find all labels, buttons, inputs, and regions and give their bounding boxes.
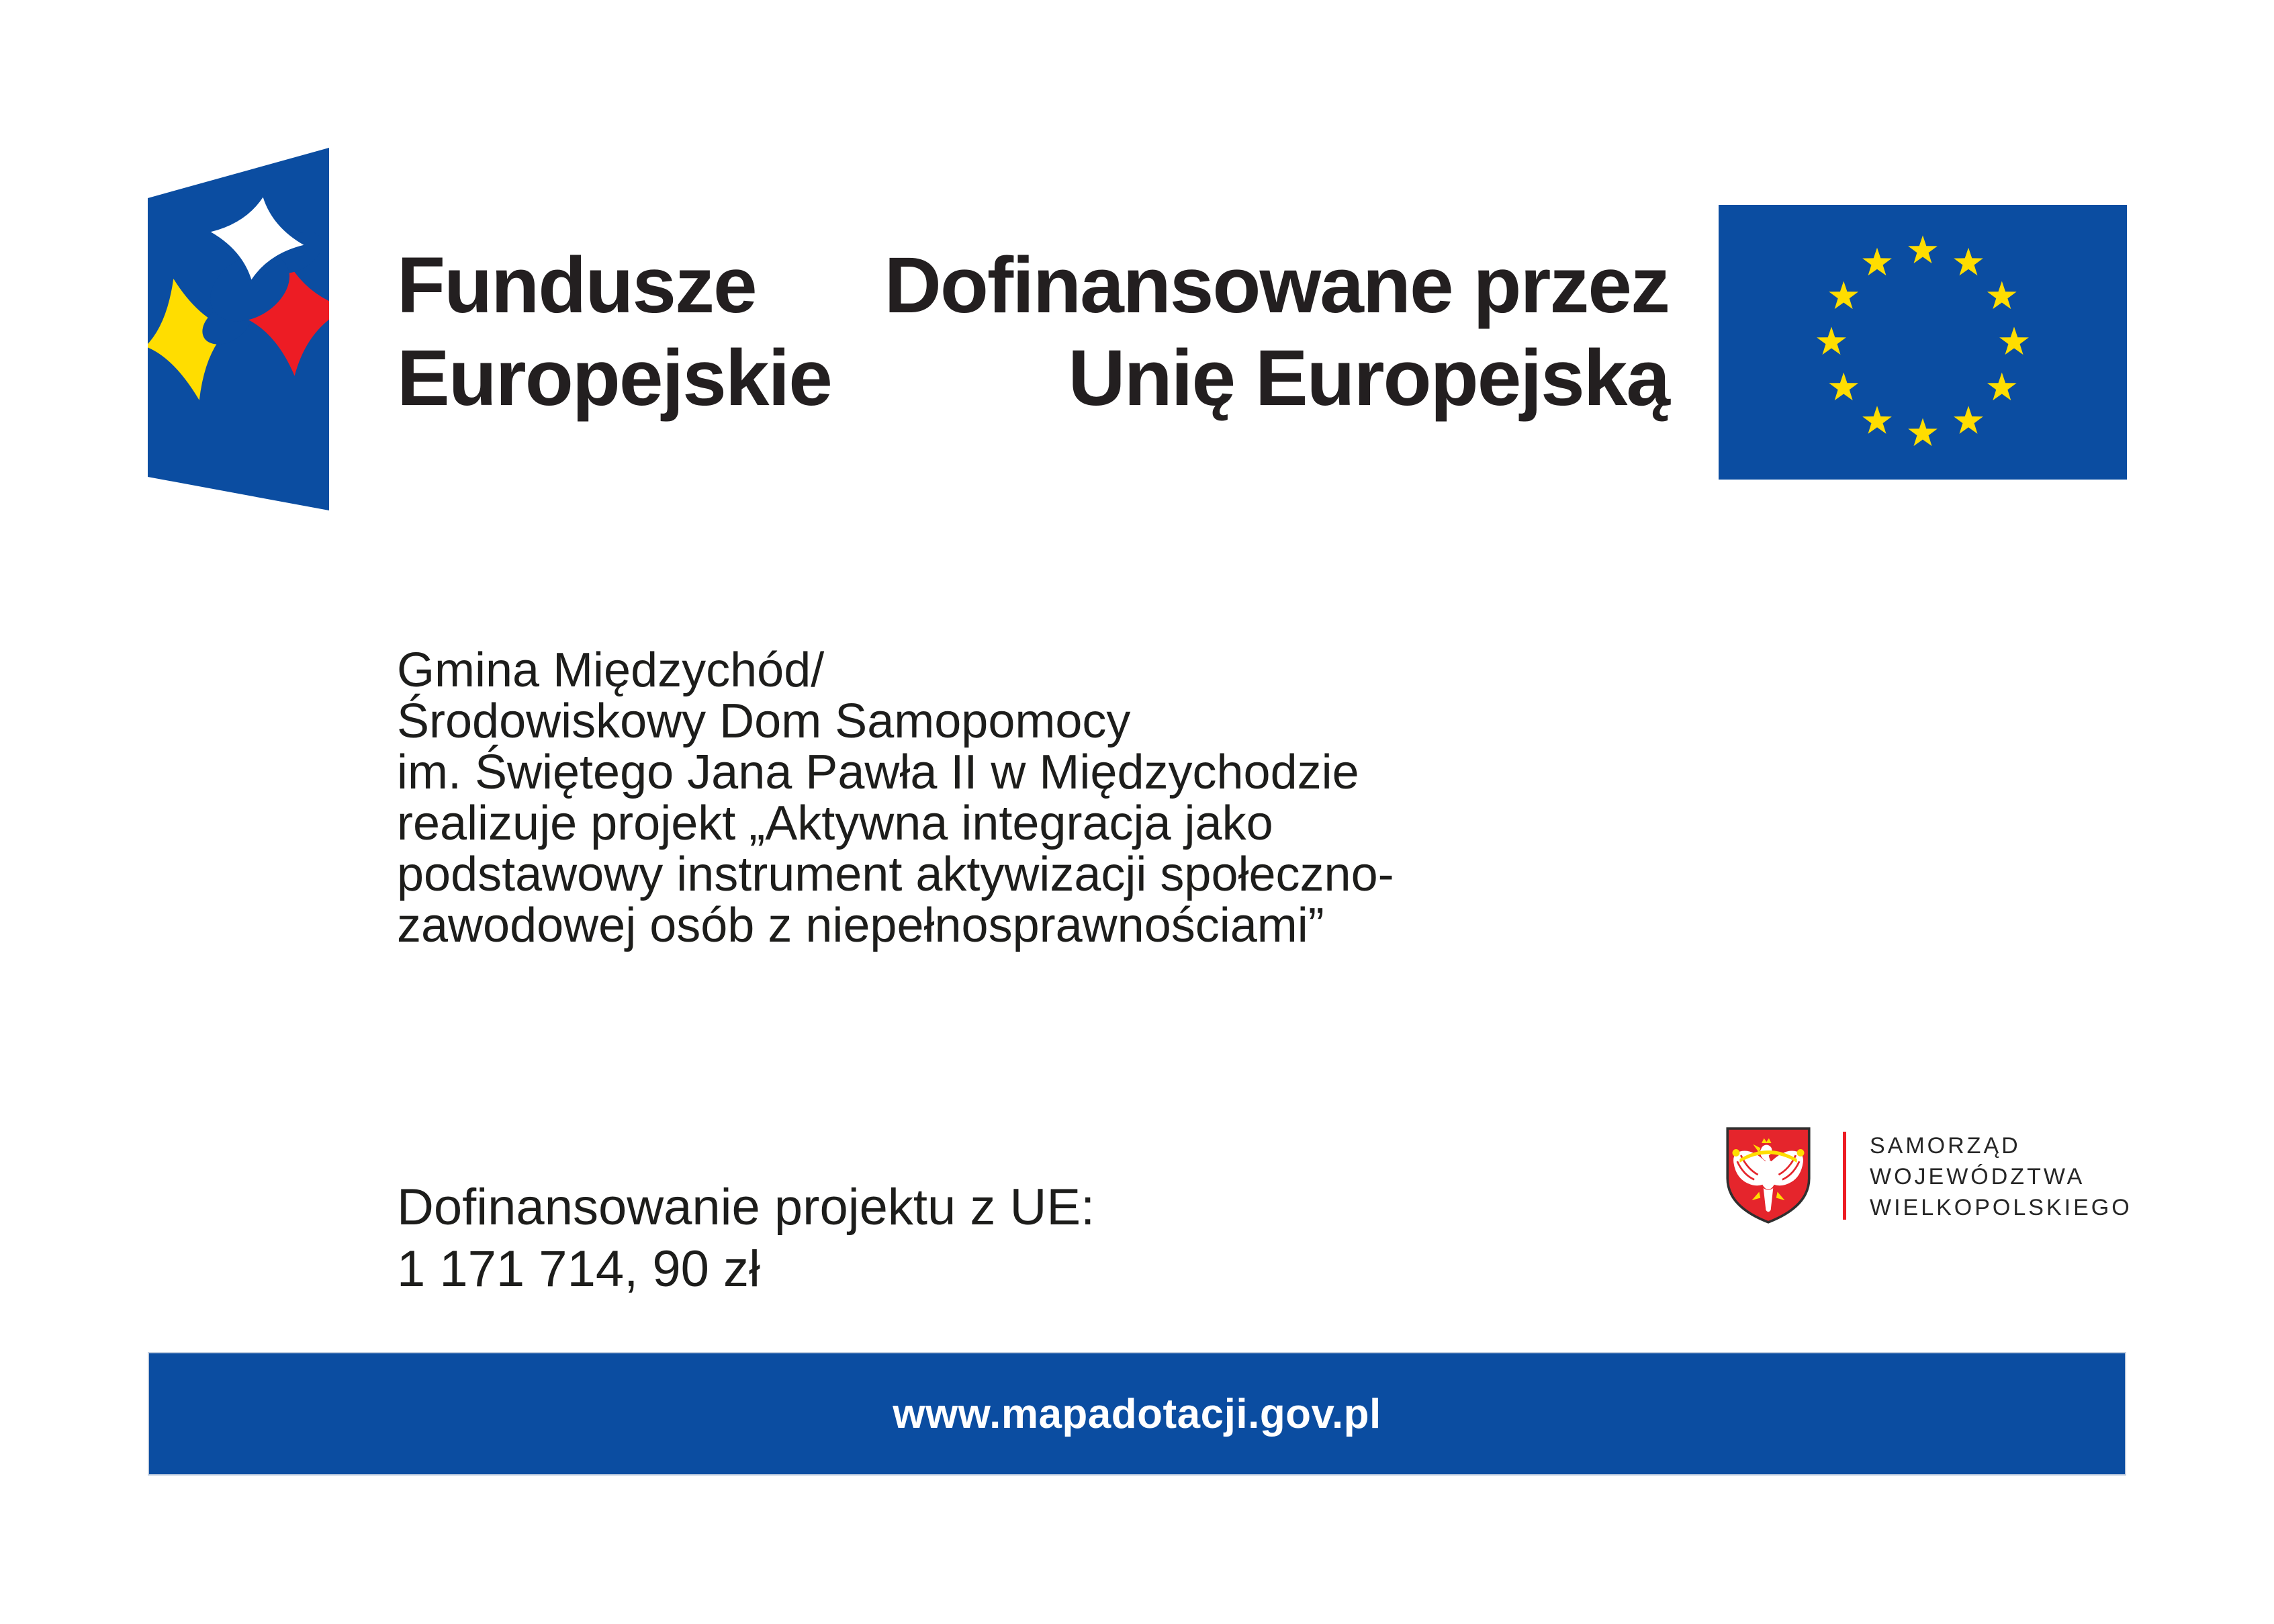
project-line: realizuje projekt „Aktywna integracja jako <box>397 797 1273 850</box>
footer-bar <box>148 1352 2126 1476</box>
funding-info <box>397 1177 1095 1300</box>
project-line: im. Świętego Jana Pawła II w Międzychodzie <box>397 746 1359 799</box>
funding-label: Dofinansowanie projektu z UE: <box>397 1179 1095 1236</box>
funding-amount: 1 171 714, 90 zł <box>397 1240 760 1298</box>
project-line: Gmina Międzychód/ <box>397 643 825 697</box>
project-description <box>397 645 1394 951</box>
partner-name <box>1870 1130 2132 1223</box>
eu-caption-line2: Unię Europejską <box>1068 334 1669 422</box>
partner-name-line1: SAMORZĄD <box>1870 1133 2021 1159</box>
partner-logo-divider <box>1843 1132 1846 1220</box>
eu-caption-line1: Dofinansowane przez <box>884 241 1669 330</box>
fundusze-europejskie-logo-icon <box>148 148 329 510</box>
eu-cofunding-caption <box>884 239 1669 424</box>
footer-url: www.mapadotacji.gov.pl <box>893 1390 1381 1437</box>
fe-wordmark <box>397 239 831 424</box>
project-line: zawodowej osób z niepełnosprawnościami” <box>397 899 1324 952</box>
fe-wordmark-line1: Fundusze <box>397 241 756 330</box>
project-line: Środowiskowy Dom Samopomocy <box>397 694 1131 748</box>
project-line: podstawowy instrument aktywizacji społeczno- <box>397 848 1394 901</box>
fe-wordmark-line2: Europejskie <box>397 334 831 422</box>
eu-flag-icon <box>1719 205 2127 480</box>
partner-name-line3: WIELKOPOLSKIEGO <box>1870 1195 2132 1220</box>
partner-name-line2: WOJEWÓDZTWA <box>1870 1164 2085 1189</box>
wielkopolska-coat-of-arms-icon <box>1723 1120 1814 1231</box>
